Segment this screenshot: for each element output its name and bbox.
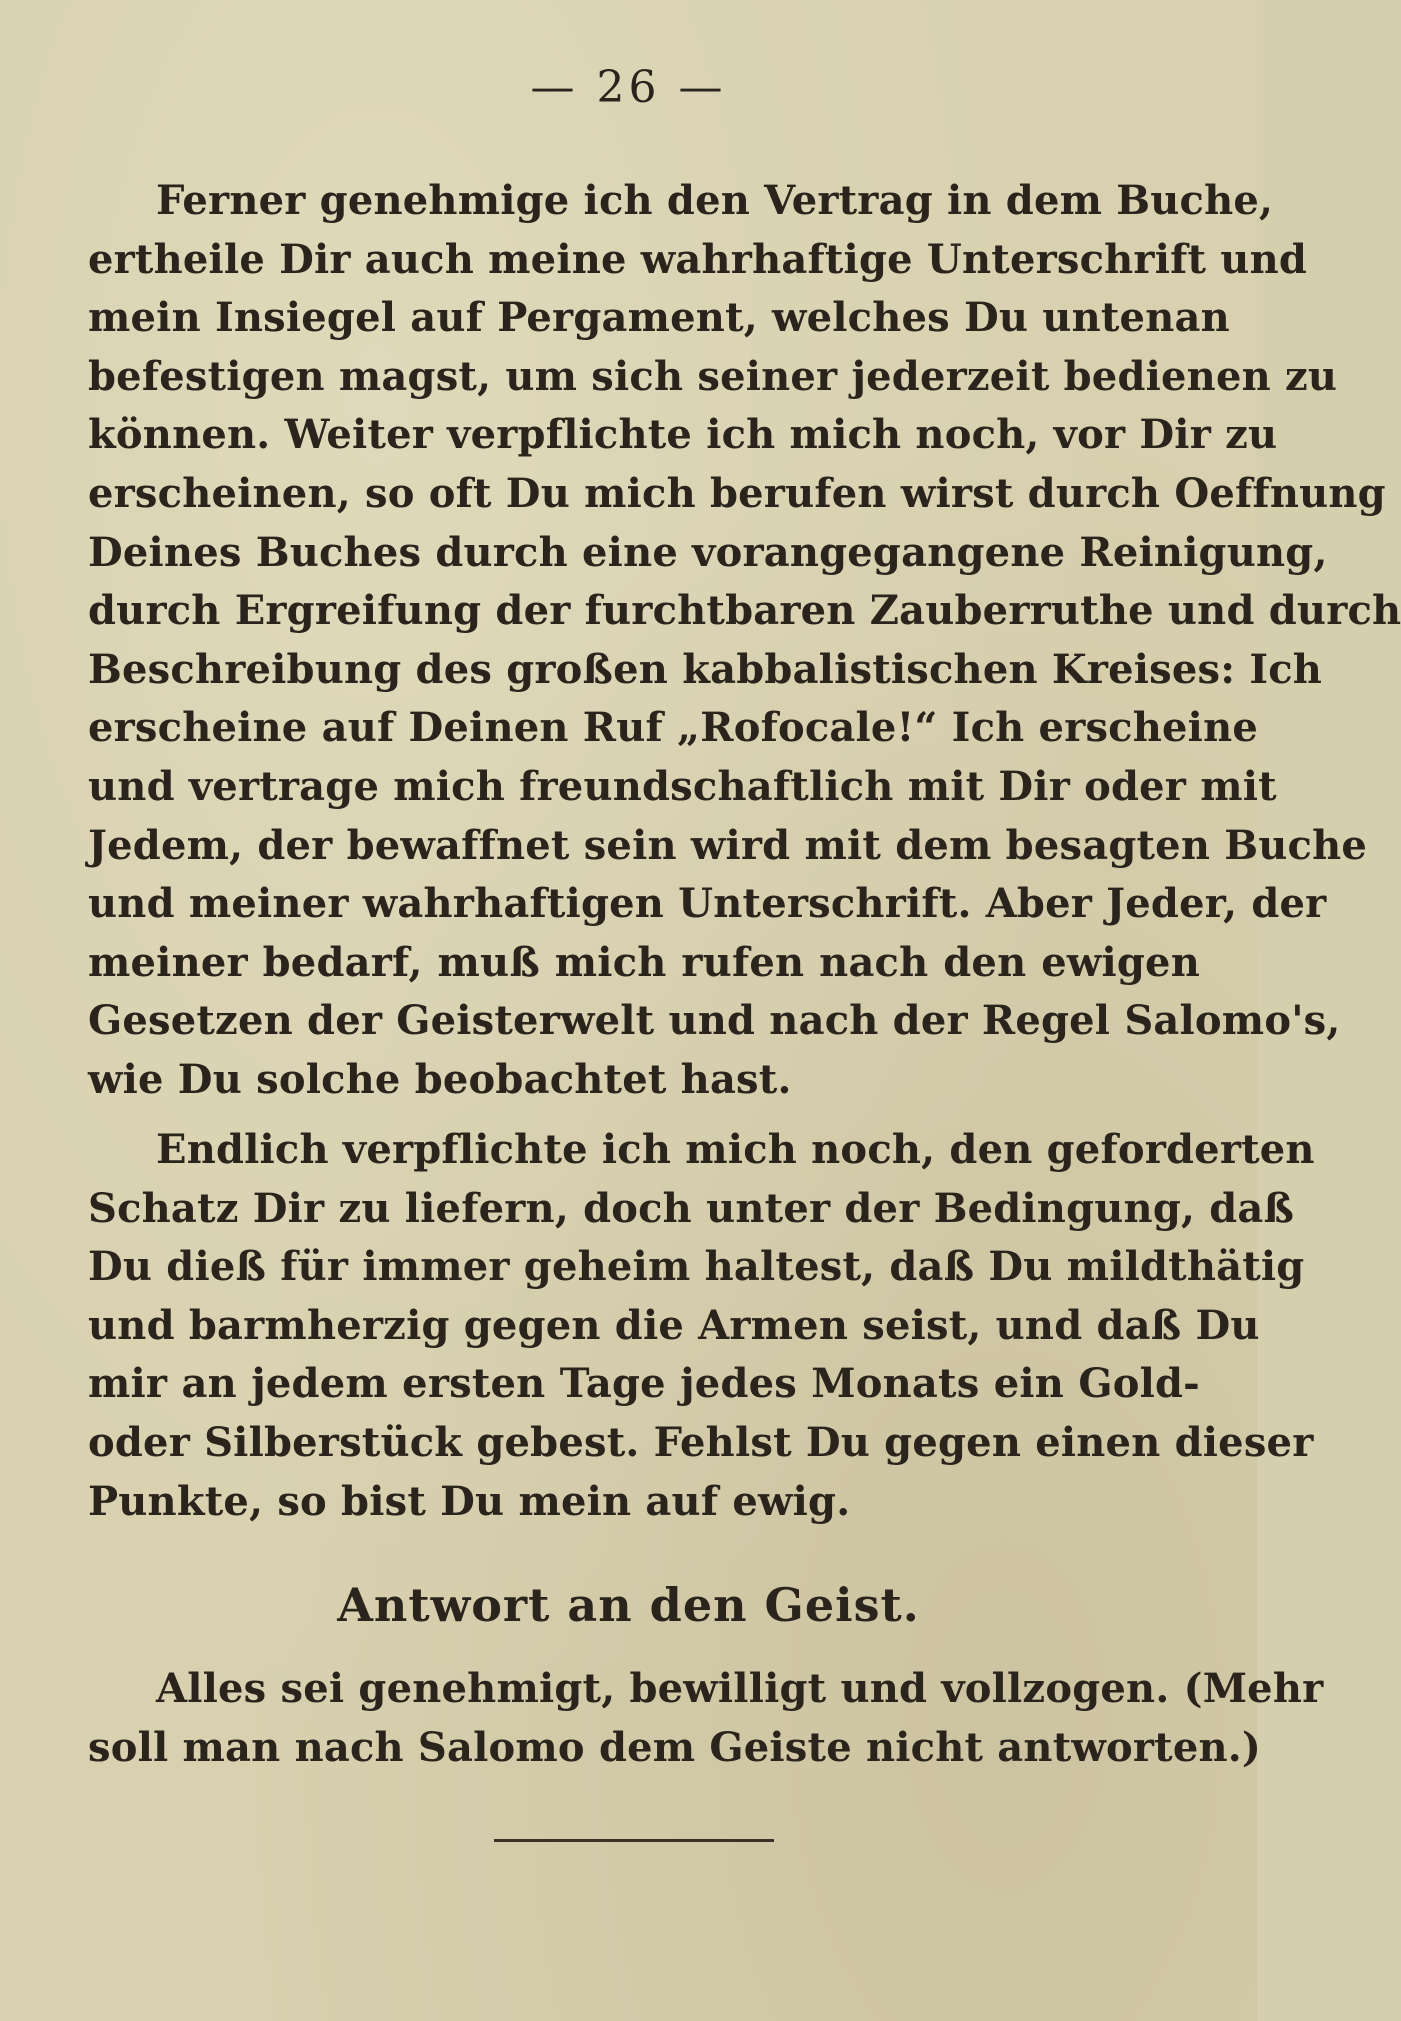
paragraph-contract <box>88 172 1401 1110</box>
text-line: erscheine auf Deinen Ruf „Rofocale!“ Ich erscheine <box>88 704 1258 752</box>
text-line: können. Weiter verpflichte ich mich noch, vor Dir zu <box>88 411 1278 459</box>
text-line: Deines Buches durch eine vorangegangene Reinigung, <box>88 528 1328 576</box>
text-line: oder Silberstück gebest. Fehlst Du gegen einen dieser <box>88 1418 1314 1466</box>
text-line: Du dieß für immer geheim haltest, daß Du mildthätig <box>88 1243 1305 1291</box>
text-line: durch Ergreifung der furchtbaren Zauberruthe und durch <box>88 587 1401 635</box>
text-line: und meiner wahrhaftigen Unterschrift. Aber Jeder, der <box>88 880 1327 928</box>
text-line: Gesetzen der Geisterwelt und nach der Regel Salomo's, <box>88 997 1341 1045</box>
section-heading: Antwort an den Geist. <box>337 1578 920 1632</box>
page-number: — 26 — <box>530 62 727 113</box>
paragraph-obligation <box>88 1121 1315 1531</box>
paragraph-answer <box>88 1660 1324 1777</box>
text-line: Ferner genehmige ich den Vertrag in dem Buche, <box>156 177 1274 224</box>
text-line: Endlich verpflichte ich mich noch, den geforderten <box>156 1126 1315 1173</box>
text-line: mein Insiegel auf Pergament, welches Du untenan <box>88 294 1230 342</box>
text-line: wie Du solche beobachtet hast. <box>88 1055 792 1103</box>
text-line: soll man nach Salomo dem Geiste nicht antworten.) <box>88 1723 1262 1771</box>
text-line: befestigen magst, um sich seiner jederzeit bedienen zu <box>88 352 1338 400</box>
text-line: und barmherzig gegen die Armen seist, und daß Du <box>88 1301 1260 1349</box>
text-line: Punkte, so bist Du mein auf ewig. <box>88 1477 851 1525</box>
text-line: und vertrage mich freundschaftlich mit Dir oder mit <box>88 762 1277 810</box>
text-line: Alles sei genehmigt, bewilligt und vollzogen. (Mehr <box>156 1665 1324 1712</box>
text-line: erscheinen, so oft Du mich berufen wirst durch Oeffnung <box>88 469 1386 517</box>
closing-rule <box>494 1839 774 1842</box>
text-line: mir an jedem ersten Tage jedes Monats ein Gold- <box>88 1360 1200 1408</box>
text-line: Jedem, der bewaffnet sein wird mit dem besagten Buche <box>88 821 1367 869</box>
text-line: meiner bedarf, muß mich rufen nach den ewigen <box>88 938 1200 986</box>
text-line: ertheile Dir auch meine wahrhaftige Unterschrift und <box>88 235 1308 283</box>
text-line: Schatz Dir zu liefern, doch unter der Bedingung, daß <box>88 1184 1295 1232</box>
text-line: Beschreibung des großen kabbalistischen Kreises: Ich <box>88 645 1323 693</box>
